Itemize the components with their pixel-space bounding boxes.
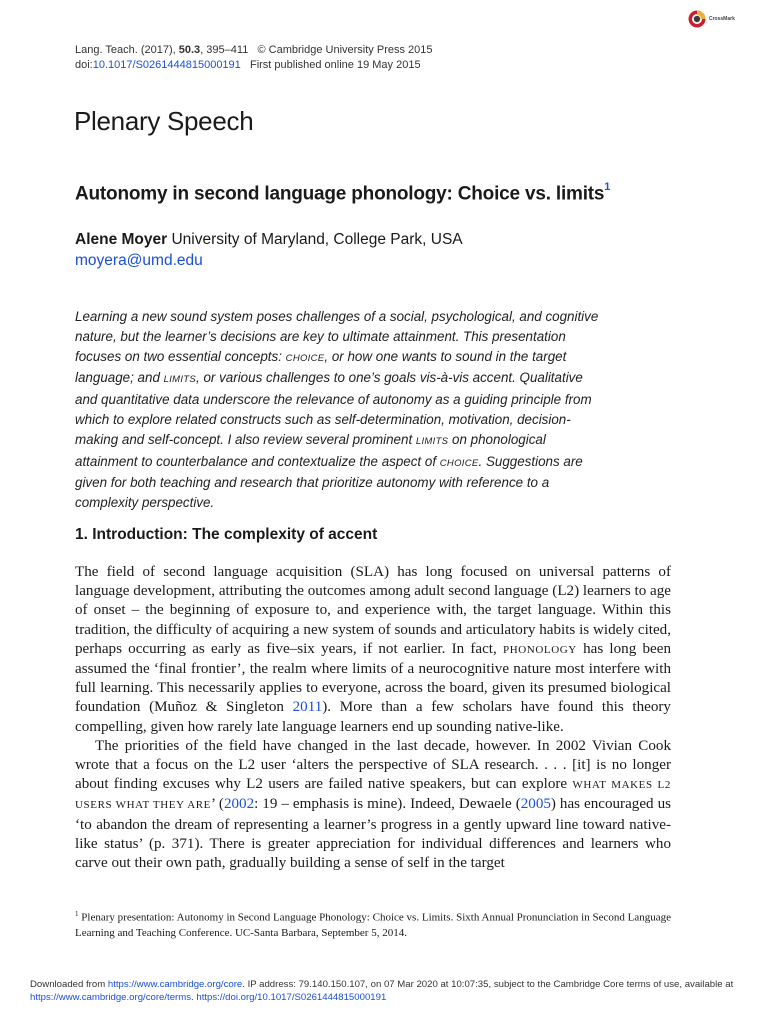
body-text-run: The priorities of the field have changed in the last decade, however. In 2002 Vivian Cook wrote that a focus on the L2 user ‘alters the perspective of SLA research. . . . [it] is no longer about finding excuses why L2 users are failed native speakers, but can explore bbox=[75, 737, 671, 793]
article-type: Plenary Speech bbox=[74, 106, 254, 136]
author-email[interactable] bbox=[75, 252, 203, 270]
citation-link[interactable]: 2002 bbox=[223, 796, 255, 813]
doi-line bbox=[75, 58, 433, 73]
doi-prefix: doi: bbox=[75, 58, 93, 71]
crossmark-icon bbox=[688, 10, 706, 28]
term-choice: CHOICE bbox=[285, 352, 325, 364]
page-range: , 395–411 bbox=[200, 44, 249, 56]
author-line bbox=[75, 231, 463, 249]
author-affiliation: University of Maryland, College Park, USA bbox=[171, 231, 463, 248]
footnote bbox=[75, 907, 671, 941]
body-text-run: ’ ( bbox=[211, 796, 224, 813]
doi-url-link[interactable]: https://doi.org/10.1017/S0261444815000191 bbox=[196, 991, 387, 1003]
terms-link[interactable]: https://www.cambridge.org/core/terms bbox=[30, 991, 192, 1003]
abstract-paragraph bbox=[75, 307, 607, 513]
body-paragraph bbox=[75, 563, 671, 737]
article-title bbox=[75, 183, 610, 205]
term-phonology: PHONOLOGY bbox=[503, 643, 577, 656]
citation-link[interactable]: 2005 bbox=[520, 796, 551, 813]
crossmark-badge[interactable] bbox=[688, 10, 735, 28]
body-text-run: ). More than a few scholars have found this theory compelling, given how rarely late language learners end up sounding native-like. bbox=[75, 699, 671, 735]
footnote-marker: 1 bbox=[75, 910, 79, 918]
abstract-text: , or various challenges to one’s goals vis-à-vis accent. Qualitative and quantitative data underscore the relevance of autonomy as a guiding principle from which to explore related constructs such as self-determination, motivation, decision-making and self-concept. I also review several prominent bbox=[75, 370, 592, 447]
download-text: . IP address: 79.140.150.107, on 07 Mar 2020 at 10:07:35, subject to the Cambridge Core terms of use, available at bbox=[242, 979, 734, 990]
footnote-text: Plenary presentation: Autonomy in Second Language Phonology: Choice vs. Limits. Sixth Annual Pronunciation in Second Language Learning and Teaching Conference. UC-Santa Barbara, September 5, 2014. bbox=[75, 911, 671, 939]
download-info bbox=[30, 979, 760, 1004]
abstract bbox=[75, 307, 607, 513]
abstract-text: , or how one wants to sound in the target language; and bbox=[75, 348, 567, 386]
author-name: Alene Moyer bbox=[75, 231, 168, 248]
copyright-text: Cambridge University Press 2015 bbox=[268, 44, 433, 56]
published-date: First published online 19 May 2015 bbox=[249, 58, 421, 71]
download-text: Downloaded from bbox=[30, 979, 108, 990]
cambridge-core-link[interactable]: https://www.cambridge.org/core bbox=[107, 979, 243, 990]
volume-issue: 50.3 bbox=[178, 44, 201, 56]
body-text-run: has long been assumed the ‘final frontier’, the realm where limits of a neurocognitive nature most interfere with full learning. This necessarily applies to everyone, across the board, given its presumed biological foundation (Muñoz & Singleton bbox=[75, 640, 671, 716]
abstract-text: Learning a new sound system poses challenges of a social, psychological, and cognitive nature, but the learner’s decisions are key to ultimate attainment. This presentation focuses on two essential concepts: bbox=[75, 309, 599, 364]
journal-name: Lang. Teach. (2017), bbox=[75, 44, 176, 56]
abstract-text: . Suggestions are given for both teaching and research that prioritize autonomy with reference to a complexity perspective. bbox=[75, 453, 583, 511]
article-title-text: Autonomy in second language phonology: Choice vs. limits bbox=[75, 183, 605, 205]
term-choice: CHOICE bbox=[439, 457, 479, 469]
body-text-run: The field of second language acquisition (SLA) has long focused on universal patterns of language development, attributing the outcomes among adult second language (L2) learners to age of onset – the beginning of exposure to, and experience with, the target language. Within this tradition, the difficulty of acquiring a new system of sounds and articulatory habits is widely cited, perhaps occurring as early as five–six years, if not earlier. In fact, bbox=[75, 564, 671, 657]
citation-line bbox=[75, 43, 433, 58]
doi-link[interactable]: 10.1017/S0261444815000191 bbox=[92, 58, 241, 71]
term-limits: LIMITS bbox=[163, 374, 197, 386]
crossmark-label: CrossMark bbox=[709, 16, 735, 22]
body-text bbox=[75, 563, 671, 873]
title-footnote-ref[interactable]: 1 bbox=[604, 181, 611, 193]
copyright-symbol: © bbox=[257, 44, 266, 56]
body-paragraph bbox=[75, 737, 671, 873]
download-text: . bbox=[191, 991, 197, 1003]
abstract-text: on phonological attainment to counterbalance and contextualize the aspect of bbox=[75, 431, 546, 469]
citation-link[interactable]: 2011 bbox=[292, 699, 323, 716]
section-heading: 1. Introduction: The complexity of accent bbox=[75, 526, 378, 543]
term-limits: LIMITS bbox=[415, 435, 449, 447]
body-text-run: : 19 – emphasis is mine). Indeed, Dewaele ( bbox=[254, 796, 521, 813]
journal-header bbox=[75, 43, 433, 72]
emphasis-text: WHAT MAKES L2 USERS WHAT THEY ARE bbox=[75, 779, 671, 812]
email-link[interactable]: moyera@umd.edu bbox=[75, 252, 203, 269]
body-text-run: ) has encouraged us ‘to abandon the dream of representing a learner’s progress in a gently upward line toward native-like status’ (p. 371). There is greater appreciation for individual differences and learners who carve out their own path, gradually building a sense of self in the target bbox=[75, 796, 671, 872]
